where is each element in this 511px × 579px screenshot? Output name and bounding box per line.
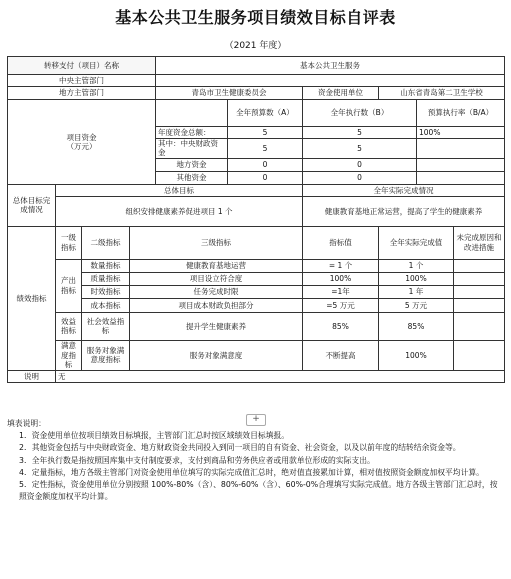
funds-other-budget: 0: [228, 171, 303, 184]
indicator-row-value: 不断提高: [303, 340, 379, 370]
satisfaction-indicator-label: 满意度指标: [56, 340, 82, 370]
overall-done: 健康教育基地正常运营，提高了学生的健康素养: [303, 196, 505, 226]
benefit-indicator-label: 效益指标: [56, 312, 82, 340]
budget-header: 全年预算数（A）: [228, 100, 303, 127]
actual-value-header: 全年实际完成值: [379, 226, 454, 259]
indicator-row-level2: 成本指标: [82, 298, 130, 312]
rate-header: 预算执行率（B/A）: [417, 100, 505, 127]
funds-other-rate: [417, 171, 505, 184]
funds-central-label: 其中：中央财政资金: [156, 139, 228, 159]
evaluation-table: [7, 56, 505, 383]
funds-local-executed: 0: [303, 158, 417, 171]
indicator-row-actual: 1 个: [379, 259, 454, 272]
funds-total-budget: 5: [228, 127, 303, 139]
instruction-item: 3．全年执行数是指按照国库集中支付制度要求，支付到商品和劳务供应者或用款单位形成的实际支出。: [19, 455, 375, 465]
instruction-item: 4．定量指标，地方各级主管部门对资金使用单位填写的实际完成值汇总时，绝对值直接累加计算，相对值按照资金额度加权平均计算。: [19, 467, 484, 477]
overall-label: 总体目标完成情况: [8, 184, 56, 226]
indicator-row-reason: [454, 298, 505, 312]
report-year: （2021 年度）: [224, 41, 287, 51]
indicator-row-reason: [454, 340, 505, 370]
funds-other-executed: 0: [303, 171, 417, 184]
overall-goal-header: 总体目标: [56, 184, 303, 196]
local-dept-label: 地方主管部门: [8, 87, 156, 100]
funds-central-budget: 5: [228, 139, 303, 159]
project-name-value: 基本公共卫生服务: [156, 57, 505, 75]
remark-label: 说明: [8, 370, 56, 382]
funds-central-rate: [417, 139, 505, 159]
indicator-row-actual: 85%: [379, 312, 454, 340]
indicator-row-level3: 提升学生健康素养: [130, 312, 303, 340]
indicator-row-level3: 项目设立符合度: [130, 272, 303, 285]
level1-header: 一级指标: [56, 226, 82, 259]
remark-value: 无: [56, 370, 505, 382]
expand-button[interactable]: +: [246, 414, 266, 426]
indicator-value-header: 指标值: [303, 226, 379, 259]
indicator-row-level2: 服务对象满意度指标: [82, 340, 130, 370]
funds-total-rate: 100%: [417, 127, 505, 139]
executed-header: 全年执行数（B）: [303, 100, 417, 127]
level2-header: 二级指标: [82, 226, 130, 259]
funds-other-label: 其他资金: [156, 171, 228, 184]
central-dept-label: 中央主管部门: [8, 75, 156, 87]
funds-label-line2: （万元）: [66, 141, 97, 151]
indicator-row-level2: 社会效益指标: [82, 312, 130, 340]
indicator-row-level3: 健康教育基地运营: [130, 259, 303, 272]
funds-local-budget: 0: [228, 158, 303, 171]
indicators-label: 绩效指标: [8, 226, 56, 370]
instruction-item: 5．定性指标，资金使用单位分别按照 100%-80%（含）、80%-60%（含）、60%-0%合理填写实际完成值。地方各级主管部门汇总时，按照资金额度加权平均计算。: [19, 480, 498, 502]
indicator-row-value: 85%: [303, 312, 379, 340]
funds-local-label: 地方资金: [156, 158, 228, 171]
indicator-row-level2: 数量指标: [82, 259, 130, 272]
fill-instructions: [7, 418, 504, 503]
overall-goal: 组织安排健康素养促进项目 1 个: [56, 196, 303, 226]
indicator-row-actual: 1 年: [379, 285, 454, 298]
indicator-row-actual: 100%: [379, 272, 454, 285]
reason-header: 未完成原因和改进措施: [454, 226, 505, 259]
funds-total-label: 年度资金总额：: [156, 127, 228, 139]
indicator-row-actual: 5 万元: [379, 298, 454, 312]
indicator-row-actual: 100%: [379, 340, 454, 370]
level3-header: 三级指标: [130, 226, 303, 259]
indicator-row-reason: [454, 272, 505, 285]
indicator-row-value: 100%: [303, 272, 379, 285]
funds-local-rate: [417, 158, 505, 171]
instructions-heading: 填表说明：: [7, 419, 46, 428]
funds-header-blank: [156, 100, 228, 127]
indicator-row-reason: [454, 285, 505, 298]
funds-central-executed: 5: [303, 139, 417, 159]
page-title: 基本公共卫生服务项目绩效目标自评表: [115, 8, 396, 27]
indicator-row-level2: 质量指标: [82, 272, 130, 285]
overall-done-header: 全年实际完成情况: [303, 184, 505, 196]
funds-label-line1: 项目资金: [66, 132, 97, 142]
central-dept-value: [156, 75, 505, 87]
fund-unit-label: 资金使用单位: [303, 87, 379, 100]
indicator-row-value: =1年: [303, 285, 379, 298]
indicator-row-level3: 项目成本财政负担部分: [130, 298, 303, 312]
indicator-row-reason: [454, 259, 505, 272]
indicator-row-value: =5 万元: [303, 298, 379, 312]
output-indicator-label: 产出指标: [56, 259, 82, 312]
indicator-row-level3: 服务对象满意度: [130, 340, 303, 370]
indicator-row-value: = 1 个: [303, 259, 379, 272]
indicator-row-level2: 时效指标: [82, 285, 130, 298]
funds-total-executed: 5: [303, 127, 417, 139]
indicator-row-reason: [454, 312, 505, 340]
indicator-row-level3: 任务完成时限: [130, 285, 303, 298]
funds-label: [8, 100, 156, 185]
fund-unit-value: 山东省青岛第二卫生学校: [379, 87, 505, 100]
project-name-label: 转移支付（项目）名称: [8, 57, 156, 75]
instruction-item: 2．其他资金包括与中央财政资金、地方财政资金共同投入到同一项目的自有资金、社会资金，以及以前年度的结转结余资金等。: [19, 443, 461, 453]
instruction-item: 1．资金使用单位按项目绩效目标填报，主管部门汇总时按区域绩效目标填报。: [19, 431, 290, 441]
local-dept-value: 青岛市卫生健康委员会: [156, 87, 303, 100]
